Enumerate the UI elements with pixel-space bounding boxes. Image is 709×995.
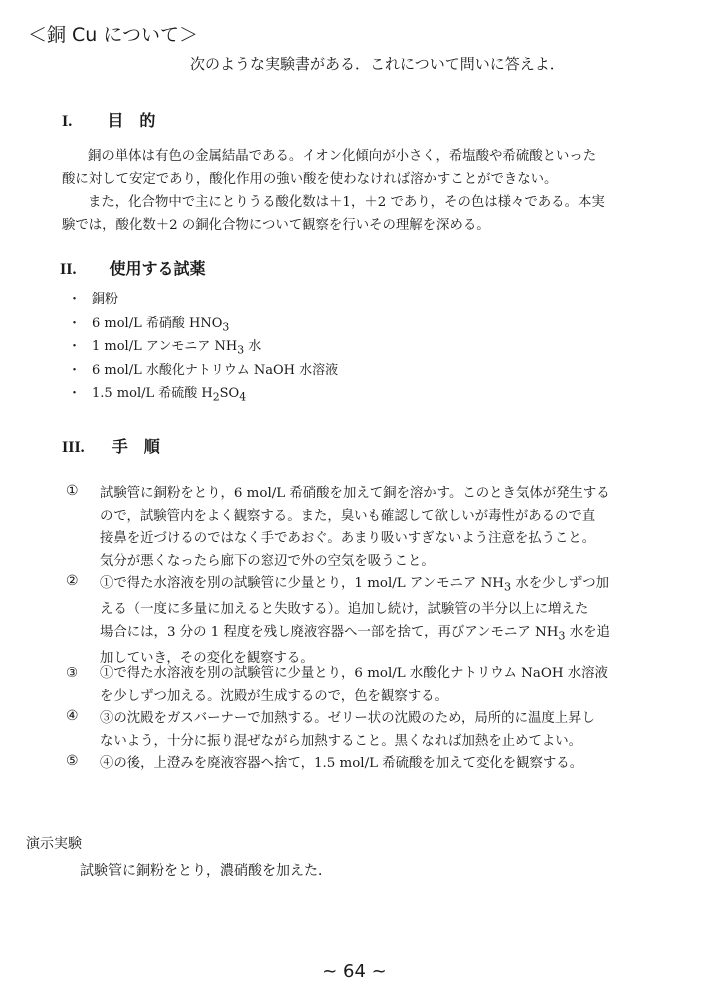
step-line: ③の沈殿をガスバーナーで加熱する。ゼリー状の沈殿のため，局所的に温度上昇し — [100, 711, 595, 726]
step-segment: 水を少しずつ加 — [511, 576, 610, 591]
step-segment: 場合には，3 分の 1 程度を残し廃液容器へ一部を捨て，再びアンモニア NH — [100, 624, 559, 640]
bullet-icon: ・ — [68, 386, 82, 401]
section-title: 目 的 — [107, 111, 156, 130]
reagent-list — [68, 288, 338, 406]
step-line — [100, 622, 610, 648]
demo-text: 試験管に銅粉をとり，濃硝酸を加えた． — [80, 863, 332, 879]
reagent-text: 水 — [244, 339, 262, 354]
step-number: ④ — [66, 708, 79, 724]
step-text — [100, 573, 610, 670]
purpose-line: また，化合物中で主にとりうる酸化数は＋1，＋2 であり，その色は様々である。本実 — [88, 195, 605, 210]
section-reagents-heading — [60, 256, 206, 279]
list-item — [68, 335, 338, 359]
step-line: 接鼻を近づけるのではなく手であおぐ。あまり吸いすぎないよう注意を払うこと。 — [100, 531, 596, 546]
section-number: III. — [62, 439, 85, 456]
step-text — [100, 708, 595, 753]
step-number: ③ — [66, 666, 79, 681]
subscript: 2 — [212, 390, 220, 404]
step-number: ② — [66, 573, 79, 589]
list-item — [68, 382, 338, 406]
section-title: 使用する試薬 — [109, 259, 206, 278]
reagent-text: 1.5 mol/L 希硫酸 H — [92, 386, 213, 401]
reagent-text: 銅粉 — [92, 292, 119, 307]
subscript: 4 — [239, 390, 247, 404]
reagent-text: SO — [219, 386, 240, 401]
bullet-icon: ・ — [68, 362, 82, 378]
section-purpose-heading — [62, 108, 155, 131]
step-line — [100, 573, 610, 599]
purpose-line: 銅の単体は有色の金属結晶である。イオン化傾向が小さく，希塩酸や希硫酸といった — [88, 149, 597, 164]
reagent-text: 1 mol/L アンモニア NH — [92, 339, 238, 354]
subscript: 3 — [558, 629, 566, 643]
step-line: ないよう，十分に振り混ぜながら加熱すること。黒くなれば加熱を止めてよい。 — [100, 733, 583, 749]
step-line: ①で得た水溶液を別の試験管に少量とり，6 mol/L 水酸化ナトリウム NaOH 水溶液 — [100, 666, 608, 681]
bullet-icon: ・ — [68, 292, 82, 307]
step-text — [100, 663, 608, 708]
step-segment: ①で得た水溶液を別の試験管に少量とり，1 mol/L アンモニア NH — [100, 576, 504, 591]
purpose-line: 酸に対して安定であり，酸化作用の強い酸を使わなければ溶かすことができない。 — [62, 172, 558, 187]
purpose-paragraph — [62, 145, 605, 237]
bullet-icon: ・ — [68, 339, 82, 354]
step-line: 気分が悪くなったら廊下の窓辺で外の空気を吸うこと。 — [100, 553, 435, 569]
step-line: を少しずつ加える。沈殿が生成するので，色を観察する。 — [100, 688, 448, 704]
section-number: II. — [60, 261, 77, 278]
subscript: 3 — [237, 343, 245, 357]
step-number: ⑤ — [66, 753, 79, 769]
step-line: ④の後，上澄みを廃液容器へ捨て，1.5 mol/L 希硫酸を加えて変化を観察する。 — [100, 756, 584, 771]
page-number: ~ 64 ~ — [322, 961, 387, 982]
reagent-text: 6 mol/L 水酸化ナトリウム NaOH 水溶液 — [92, 362, 339, 378]
step-number: ① — [66, 483, 79, 499]
section-procedure-heading — [62, 434, 160, 457]
subscript: 3 — [503, 580, 512, 594]
page-title: ＜銅 Cu について＞ — [28, 24, 199, 46]
list-item — [68, 359, 338, 383]
section-number: I. — [62, 113, 73, 130]
step-line: 加していき，その変化を観察する。 — [100, 650, 314, 666]
list-item — [68, 312, 338, 336]
purpose-line: 験では，酸化数＋2 の銅化合物について観察を行いその理解を深める。 — [62, 218, 490, 233]
step-line: える（一度に多量に加えると失敗する）。追加し続け，試験管の半分以上に増えた — [100, 602, 589, 618]
subscript: 3 — [222, 320, 230, 334]
step-line: 試験管に銅粉をとり，6 mol/L 希硝酸を加えて銅を溶かす。このとき気体が発生する — [100, 486, 610, 501]
reagent-text: 6 mol/L 希硝酸 HNO — [92, 315, 223, 331]
demo-label: 演示実験 — [26, 836, 82, 852]
step-text — [100, 483, 610, 573]
step-segment: 水を追 — [565, 624, 610, 640]
bullet-icon: ・ — [68, 315, 82, 331]
step-line: ので，試験管内をよく観察する。また，臭いも確認して欲しいが毒性があるので直 — [100, 508, 596, 524]
list-item — [68, 288, 338, 312]
step-text — [100, 753, 583, 776]
section-title: 手 順 — [111, 437, 160, 456]
intro-text: 次のような実験書がある．これについて問いに答えよ． — [190, 55, 565, 73]
